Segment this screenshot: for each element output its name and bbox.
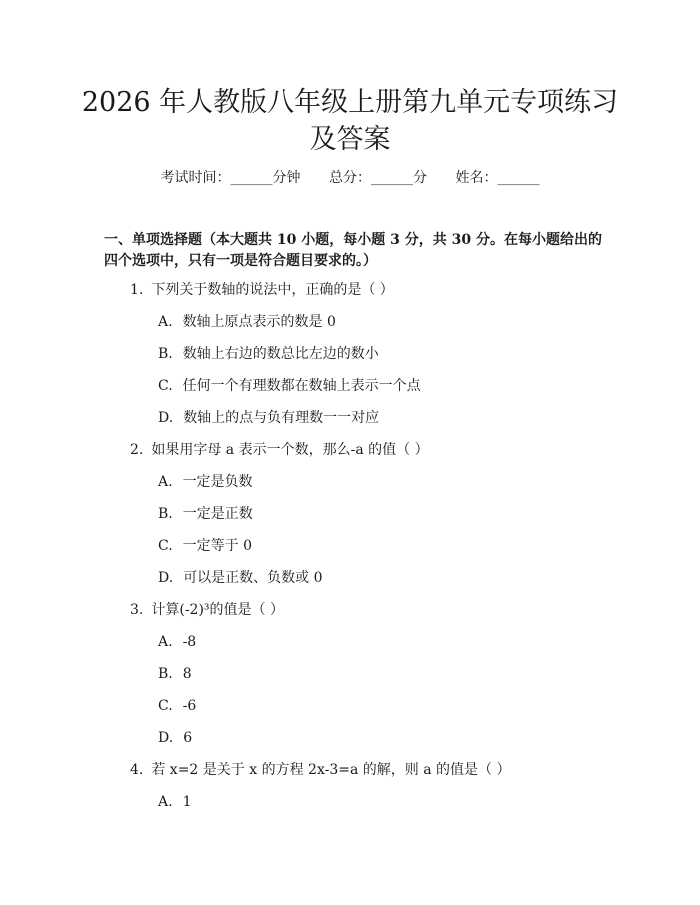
option-text: 任何一个有理数都在数轴上表示一个点: [182, 378, 421, 394]
question-number: 3.: [130, 602, 144, 618]
question-text: 计算(-2)³的值是（ ）: [151, 602, 284, 618]
option-letter: A.: [158, 634, 173, 650]
option-letter: C.: [158, 538, 173, 554]
question-4: [130, 761, 510, 779]
question-1: [130, 281, 394, 299]
option-text: 1: [182, 794, 192, 810]
exam-time: 考试时间：______分钟: [160, 170, 301, 186]
option-letter: C.: [158, 378, 173, 394]
question-2: [130, 441, 429, 459]
option-letter: A.: [158, 314, 173, 330]
option-3a: [158, 633, 196, 651]
exam-meta: [0, 168, 700, 188]
question-number: 4.: [130, 762, 144, 778]
total-score: 总分：______分: [329, 170, 427, 186]
option-text: 一定是负数: [182, 474, 253, 490]
option-3c: [158, 697, 196, 715]
option-2d: [158, 569, 323, 587]
question-text: 若 x=2 是关于 x 的方程 2x-3=a 的解，则 a 的值是（ ）: [151, 762, 511, 778]
option-text: 可以是正数、负数或 0: [183, 570, 323, 586]
option-letter: D.: [158, 410, 174, 426]
option-letter: D.: [158, 730, 174, 746]
option-text: 数轴上原点表示的数是 0: [182, 314, 336, 330]
document-title: [60, 84, 640, 158]
option-letter: B.: [158, 346, 173, 362]
question-3: [130, 601, 284, 619]
student-name: 姓名：______: [455, 170, 540, 186]
option-1c: [158, 377, 421, 395]
option-text: -6: [182, 698, 197, 714]
title-line-1: 2026 年人教版八年级上册第九单元专项练习: [81, 87, 619, 118]
option-1b: [158, 345, 379, 363]
option-text: 6: [183, 730, 193, 746]
option-2a: [158, 473, 253, 491]
option-text: 一定是正数: [182, 506, 253, 522]
question-number: 2.: [130, 442, 144, 458]
option-letter: C.: [158, 698, 173, 714]
option-2b: [158, 505, 253, 523]
option-1a: [158, 313, 336, 331]
option-text: 数轴上的点与负有理数一一对应: [183, 410, 380, 426]
option-4a: [158, 793, 191, 811]
question-number: 1.: [130, 282, 144, 298]
option-letter: B.: [158, 666, 173, 682]
question-text: 下列关于数轴的说法中，正确的是（ ）: [151, 282, 394, 298]
option-2c: [158, 537, 252, 555]
option-letter: A.: [158, 794, 173, 810]
option-1d: [158, 409, 379, 427]
option-3d: [158, 729, 192, 747]
option-text: 一定等于 0: [182, 538, 253, 554]
question-text: 如果用字母 a 表示一个数，那么-a 的值（ ）: [151, 442, 429, 458]
title-line-2: 及答案: [309, 124, 391, 155]
option-text: 8: [182, 666, 192, 682]
option-text: -8: [182, 634, 197, 650]
section-heading: 一、单项选择题（本大题共 10 小题，每小题 3 分，共 30 分。在每小题给出的四个选项中，只有一项是符合题目要求的。）: [104, 232, 602, 269]
option-3b: [158, 665, 192, 683]
option-letter: D.: [158, 570, 174, 586]
option-text: 数轴上右边的数总比左边的数小: [182, 346, 379, 362]
option-letter: B.: [158, 506, 173, 522]
option-letter: A.: [158, 474, 173, 490]
